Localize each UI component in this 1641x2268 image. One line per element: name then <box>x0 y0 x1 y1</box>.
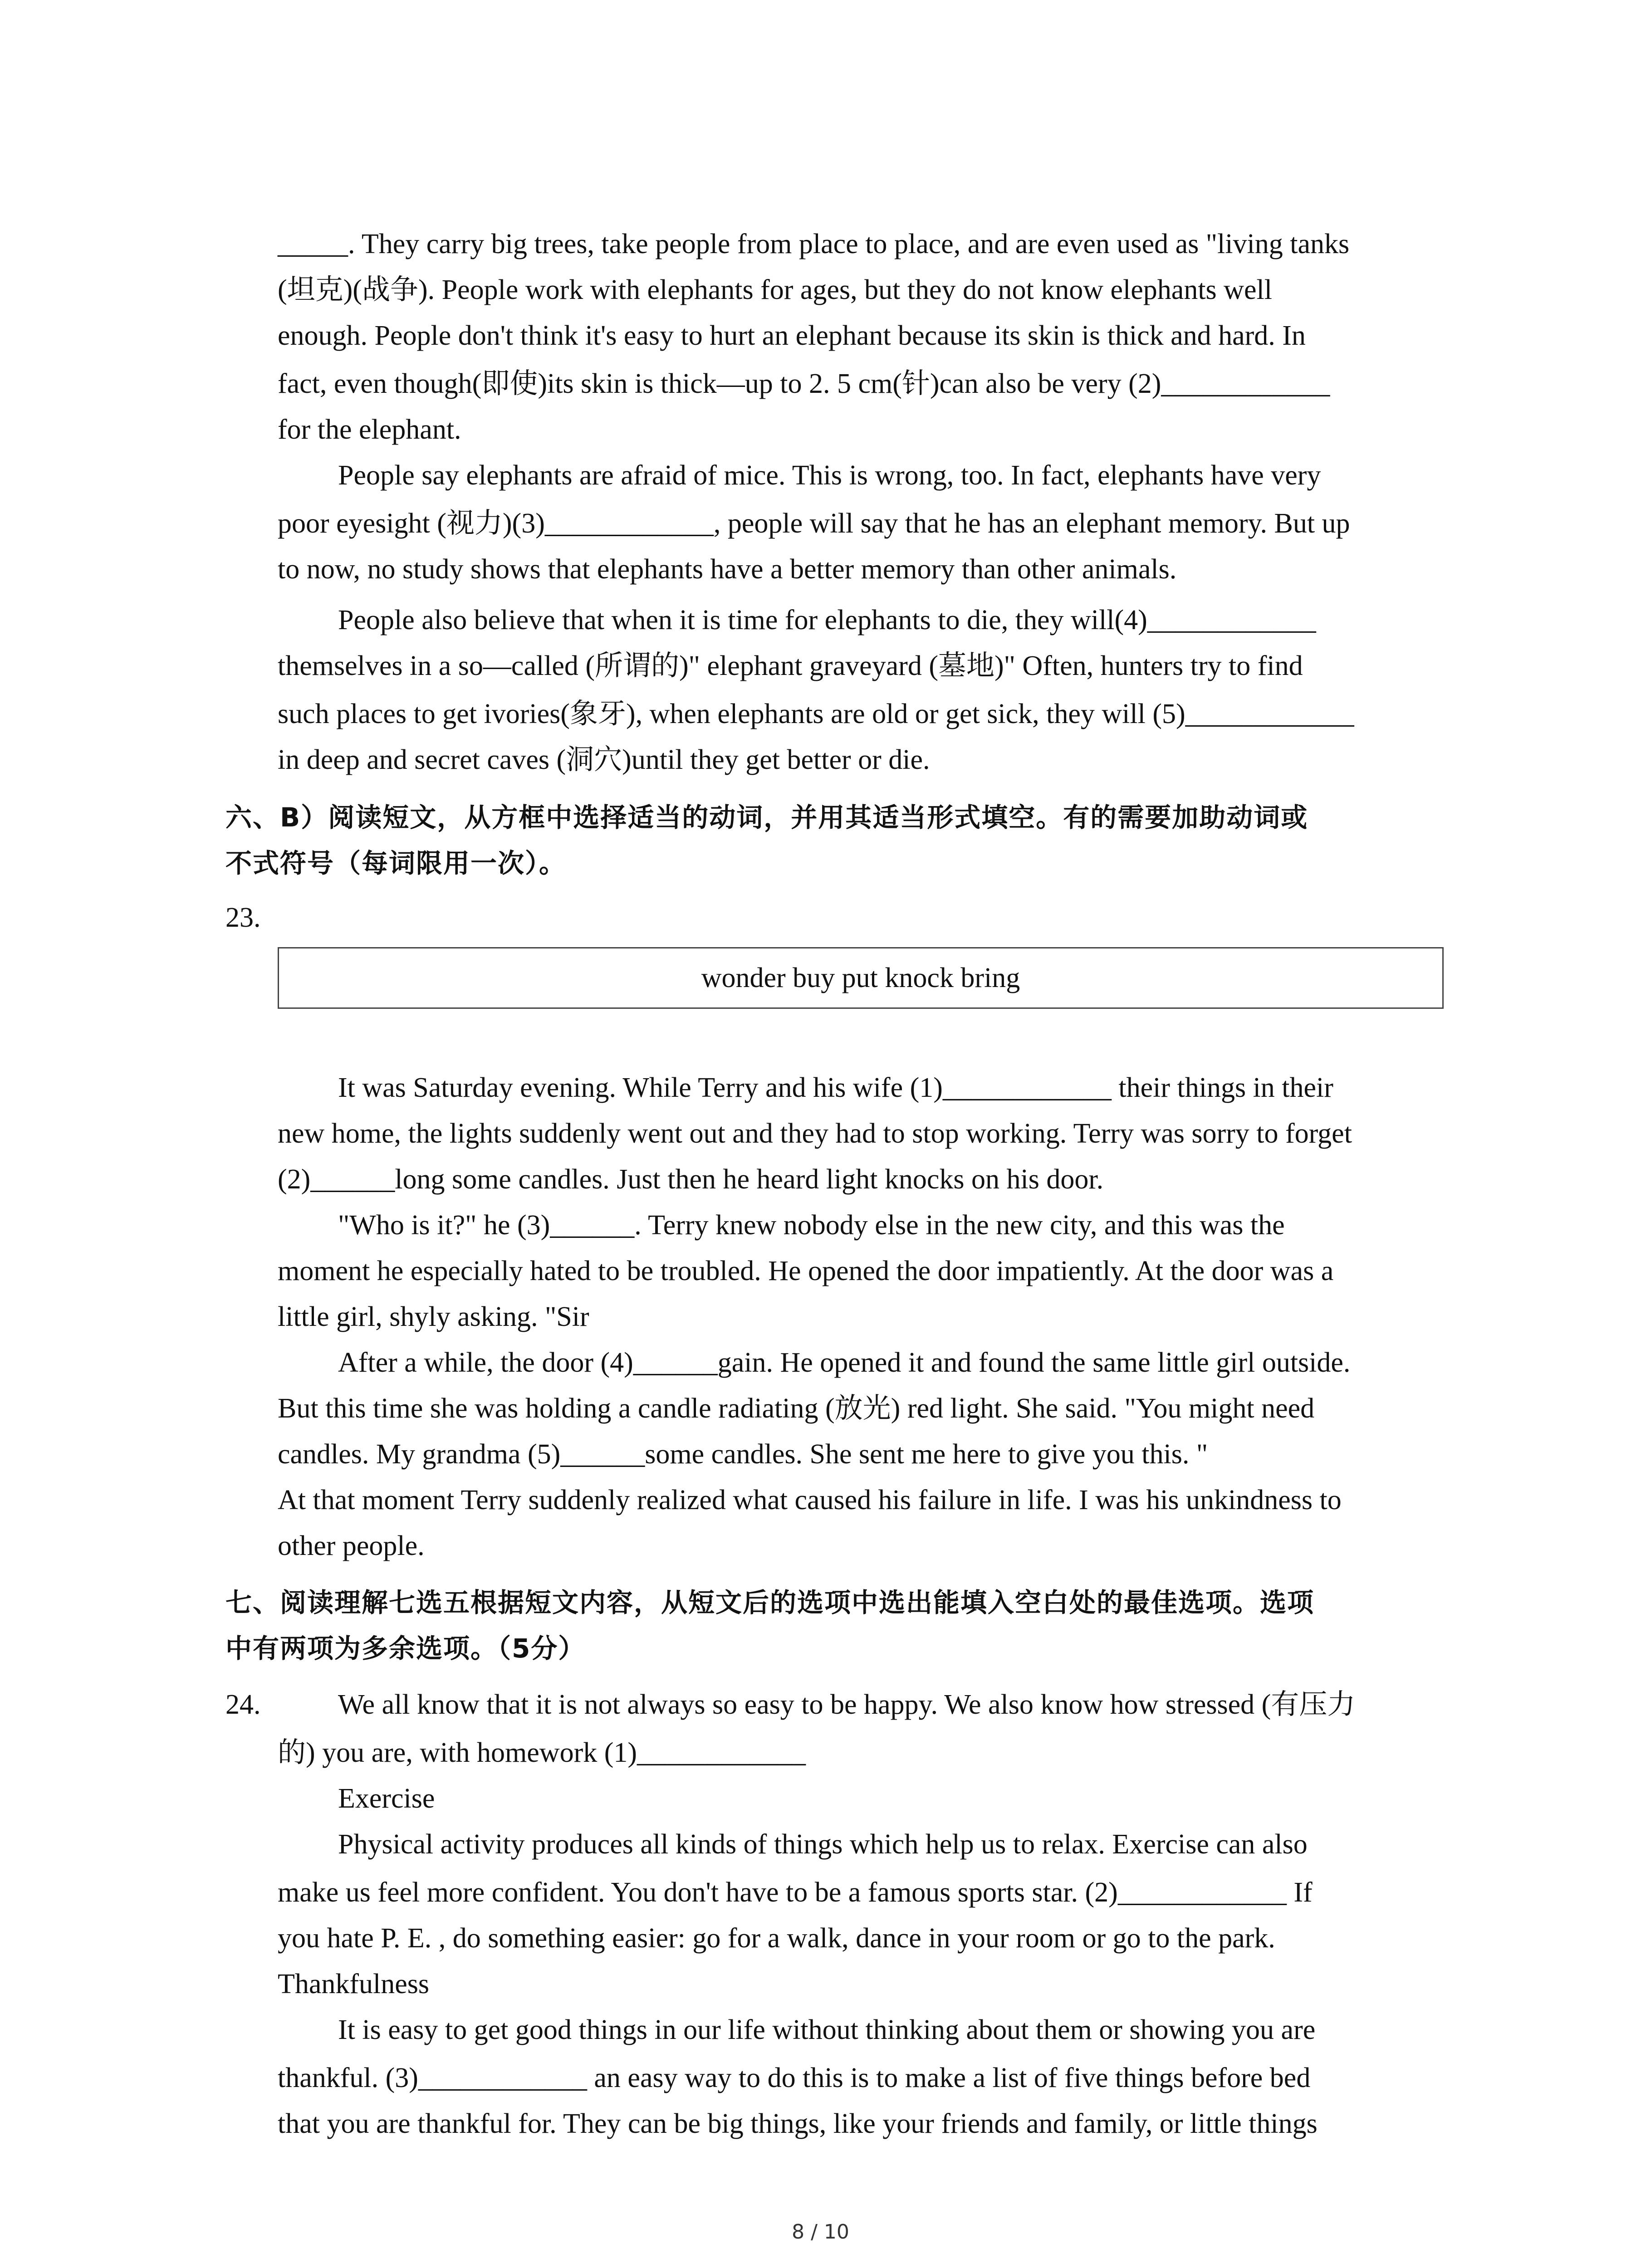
text-line: It was Saturday evening. While Terry and his wife (1)____________ their things in their <box>338 1072 1333 1103</box>
text-line: 的) you are, with homework (1)____________ <box>278 1737 806 1768</box>
text-line: At that moment Terry suddenly realized what caused his failure in life. I was his unkindness to <box>278 1485 1342 1515</box>
text-line: We all know that it is not always so easy to be happy. We also know how stressed (有压力 <box>338 1689 1356 1720</box>
text-line: little girl, shyly asking. "Sir <box>278 1301 589 1332</box>
text-line: It is easy to get good things in our life without thinking about them or showing you are <box>338 2014 1316 2045</box>
word-bank-box <box>278 947 1444 1009</box>
text-line: People also believe that when it is time for elephants to die, they will(4)____________ <box>338 605 1316 635</box>
text-line: other people. <box>278 1530 425 1561</box>
question-number: 23. <box>225 902 261 933</box>
text-line: enough. People don't think it's easy to hurt an elephant because its skin is thick and hard. In <box>278 320 1306 351</box>
text-line: (2)______long some candles. Just then he heard light knocks on his door. <box>278 1164 1104 1195</box>
text-line: (坦克)(战争). People work with elephants for ages, but they do not know elephants well <box>278 274 1272 305</box>
text-line: fact, even though(即使)its skin is thick—up to 2. 5 cm(针)can also be very (2)____________ <box>278 368 1330 399</box>
text-line: candles. My grandma (5)______some candles. She sent me here to give you this. " <box>278 1439 1208 1470</box>
text-line: you hate P. E. , do something easier: go for a walk, dance in your room or go to the park. <box>278 1923 1275 1954</box>
text-line: thankful. (3)____________ an easy way to do this is to make a list of five things before bed <box>278 2063 1311 2093</box>
subheading-thankfulness: Thankfulness <box>278 1969 430 1999</box>
text-line: to now, no study shows that elephants have a better memory than other animals. <box>278 554 1177 585</box>
text-line: themselves in a so—called (所谓的)" elephant graveyard (墓地)" Often, hunters try to find <box>278 650 1303 681</box>
page-number: 8 / 10 <box>792 2220 849 2244</box>
text-line: for the elephant. <box>278 414 461 445</box>
question-number: 24. <box>225 1689 261 1720</box>
section-heading: 不式符号（每词限用一次）。 <box>225 848 567 879</box>
word-bank-text: wonder buy put knock bring <box>701 962 1020 993</box>
section-heading: 六、B）阅读短文，从方框中选择适当的动词，并用其适当形式填空。有的需要加助动词或 <box>225 802 1308 833</box>
text-line: in deep and secret caves (洞穴)until they get better or die. <box>278 744 930 775</box>
text-line: that you are thankful for. They can be big things, like your friends and family, or little things <box>278 2108 1318 2139</box>
text-line: poor eyesight (视力)(3)____________, people will say that he has an elephant memory. But up <box>278 508 1350 539</box>
text-line: People say elephants are afraid of mice. This is wrong, too. In fact, elephants have very <box>338 460 1321 491</box>
text-line: moment he especially hated to be troubled. He opened the door impatiently. At the door was a <box>278 1256 1334 1286</box>
text-line: such places to get ivories(象牙), when elephants are old or get sick, they will (5)____________ <box>278 699 1354 729</box>
text-line: new home, the lights suddenly went out and they had to stop working. Terry was sorry to forget <box>278 1118 1352 1149</box>
subheading-exercise: Exercise <box>338 1783 435 1814</box>
text-line: But this time she was holding a candle radiating (放光) red light. She said. "You might need <box>278 1393 1315 1424</box>
text-line: make us feel more confident. You don't have to be a famous sports star. (2)____________ If <box>278 1877 1313 1908</box>
section-heading: 七、阅读理解七选五根据短文内容，从短文后的选项中选出能填入空白处的最佳选项。选项 <box>225 1587 1315 1618</box>
text-line: "Who is it?" he (3)______. Terry knew nobody else in the new city, and this was the <box>338 1210 1285 1241</box>
text-line: Physical activity produces all kinds of things which help us to relax. Exercise can also <box>338 1829 1308 1860</box>
section-heading: 中有两项为多余选项。（5分） <box>225 1633 586 1664</box>
text-line: _____. They carry big trees, take people from place to place, and are even used as "living tanks <box>278 229 1350 259</box>
text-line: After a while, the door (4)______gain. He opened it and found the same little girl outside. <box>338 1347 1351 1378</box>
